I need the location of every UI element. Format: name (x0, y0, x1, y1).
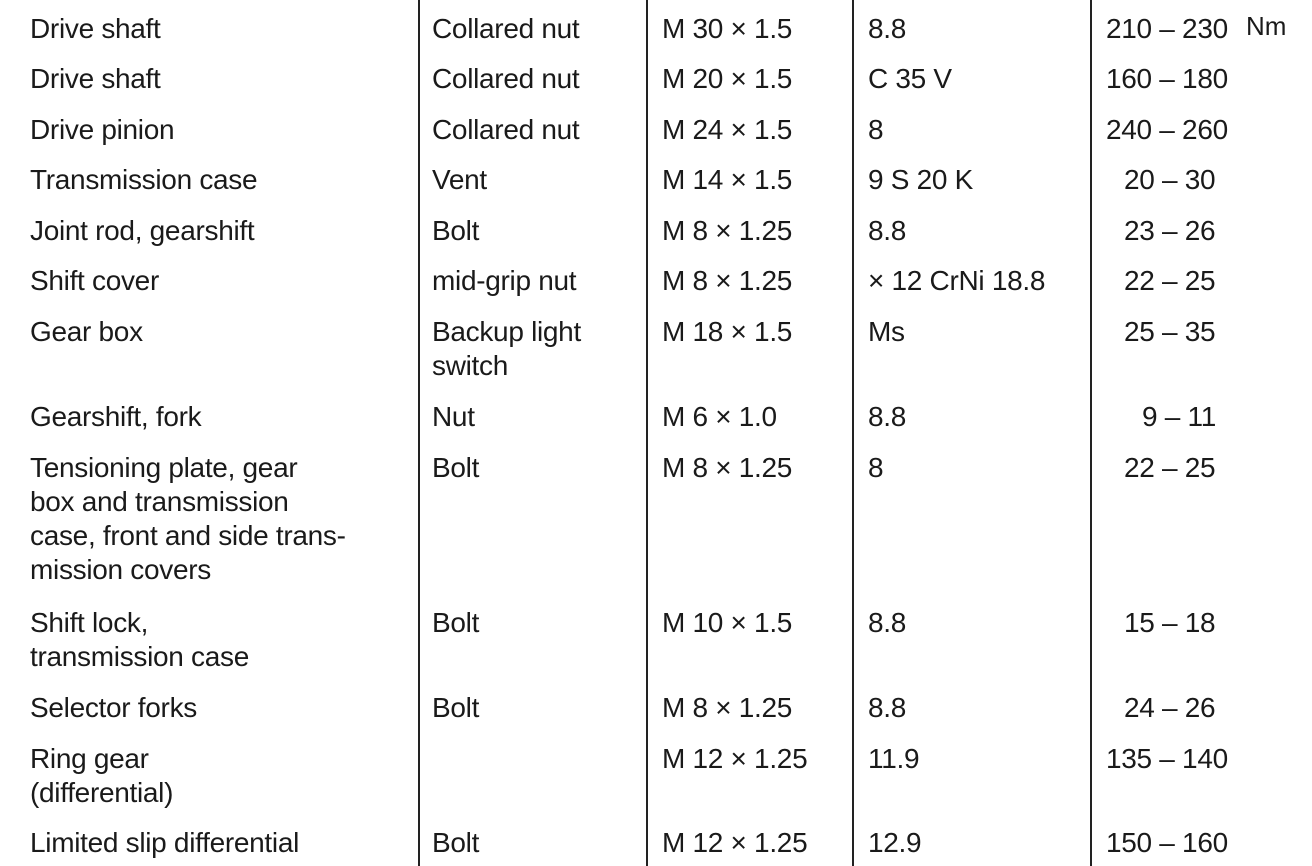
cell-grade: 12.9 (868, 827, 922, 858)
cell-grade: 8 (868, 452, 884, 483)
cell-thread: M 14 × 1.5 (662, 164, 793, 195)
cell-thread: M 8 × 1.25 (662, 215, 793, 246)
cell-fastener: Bolt (432, 607, 480, 638)
cell-thread: M 30 × 1.5 (662, 13, 793, 44)
cell-torque: 150 – 160 (1106, 827, 1228, 858)
cell-grade: 8 (868, 114, 884, 145)
cell-fastener: Collared nut (432, 13, 580, 44)
cell-location: Shift cover (30, 265, 159, 296)
cell-thread: M 12 × 1.25 (662, 827, 808, 858)
cell-fastener: Backup light switch (432, 316, 581, 381)
cell-grade: 8.8 (868, 607, 907, 638)
cell-fastener: Collared nut (432, 63, 580, 94)
cell-location: Transmission case (30, 164, 258, 195)
cell-torque: 23 – 26 (1124, 215, 1216, 246)
cell-torque: 15 – 18 (1124, 607, 1216, 638)
cell-location: Joint rod, gearshift (30, 215, 255, 246)
cell-location: Gearshift, fork (30, 401, 202, 432)
cell-torque: 240 – 260 (1106, 114, 1228, 145)
cell-grade: C 35 V (868, 63, 952, 94)
cell-thread: M 8 × 1.25 (662, 452, 793, 483)
cell-thread: M 12 × 1.25 (662, 743, 808, 774)
cell-fastener: Collared nut (432, 114, 580, 145)
unit-label: Nm (1246, 11, 1287, 41)
cell-location: Gear box (30, 316, 143, 347)
cell-torque: 210 – 230 (1106, 13, 1228, 44)
cell-fastener: mid-grip nut (432, 265, 577, 296)
cell-fastener: Nut (432, 401, 475, 432)
cell-torque: 9 – 11 (1142, 401, 1216, 432)
cell-thread: M 20 × 1.5 (662, 63, 793, 94)
cell-torque: 135 – 140 (1106, 743, 1228, 774)
cell-grade: 8.8 (868, 692, 907, 723)
column-divider (852, 0, 854, 866)
cell-grade: × 12 CrNi 18.8 (868, 265, 1046, 296)
cell-fastener: Bolt (432, 452, 480, 483)
cell-grade: 11.9 (868, 743, 920, 774)
cell-location: Drive shaft (30, 13, 161, 44)
cell-grade: 9 S 20 K (868, 164, 974, 195)
cell-torque: 22 – 25 (1124, 452, 1216, 483)
cell-grade: 8.8 (868, 401, 907, 432)
cell-fastener: Bolt (432, 692, 480, 723)
cell-location: Limited slip differential (30, 827, 300, 858)
cell-torque: 24 – 26 (1124, 692, 1216, 723)
cell-location: Ring gear (differential) (30, 743, 174, 808)
column-divider (418, 0, 420, 866)
cell-location: Tensioning plate, gear box and transmission case, front and side trans- mission covers (30, 452, 346, 585)
cell-fastener: Vent (432, 164, 487, 195)
cell-torque: 22 – 25 (1124, 265, 1216, 296)
cell-torque: 160 – 180 (1106, 63, 1228, 94)
cell-location: Selector forks (30, 692, 197, 723)
cell-thread: M 24 × 1.5 (662, 114, 793, 145)
cell-location: Drive shaft (30, 63, 161, 94)
cell-grade: 8.8 (868, 13, 907, 44)
column-divider (646, 0, 648, 866)
cell-grade: Ms (868, 316, 905, 347)
cell-thread: M 8 × 1.25 (662, 692, 793, 723)
cell-thread: M 6 × 1.0 (662, 401, 777, 432)
cell-location: Drive pinion (30, 114, 175, 145)
cell-torque: 25 – 35 (1124, 316, 1216, 347)
cell-thread: M 10 × 1.5 (662, 607, 793, 638)
cell-torque: 20 – 30 (1124, 164, 1216, 195)
cell-grade: 8.8 (868, 215, 907, 246)
cell-thread: M 18 × 1.5 (662, 316, 793, 347)
cell-fastener: Bolt (432, 215, 480, 246)
cell-fastener: Bolt (432, 827, 480, 858)
cell-location: Shift lock, transmission case (30, 607, 249, 672)
cell-thread: M 8 × 1.25 (662, 265, 793, 296)
column-divider (1090, 0, 1092, 866)
